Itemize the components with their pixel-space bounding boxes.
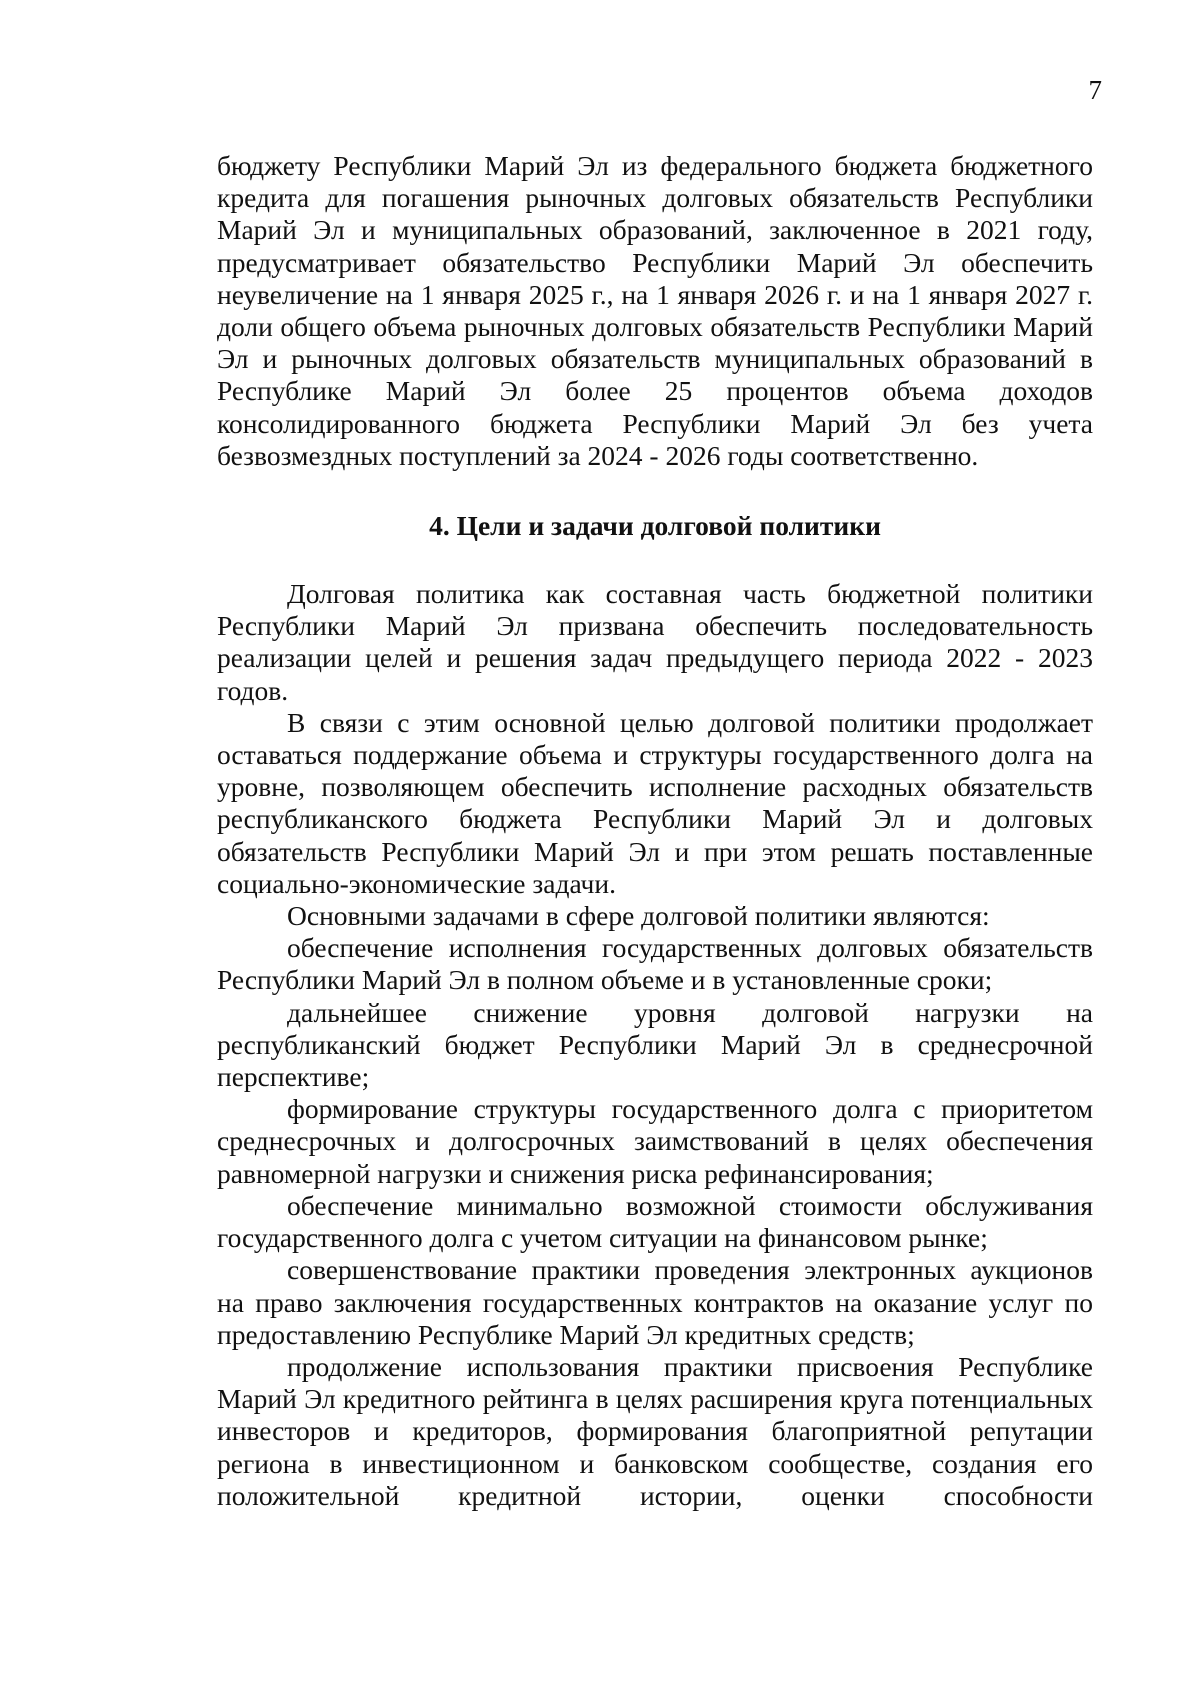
section-heading: 4. Цели и задачи долговой политики bbox=[429, 510, 881, 542]
task-item-6: продолжение использования практики присвоения Республике Марий Эл кредитного рейтинга в целях расширения круга потенциальных инвесторов и кредиторов, формирования благоприятной репутации региона в инвестиционном и банковском сообществе, создания его положительной кредитной истории, оценки способности bbox=[217, 1350, 1093, 1511]
task-item-5: совершенствование практики проведения электронных аукционов на право заключения государственных контрактов на оказание услуг по предоставлению Республике Марий Эл кредитных средств; bbox=[217, 1254, 1093, 1350]
section-paragraph-1: Долговая политика как составная часть бюджетной политики Республики Марий Эл призвана обеспечить последовательность реализации целей и решения задач предыдущего периода 2022 - 2023 годов. bbox=[217, 578, 1093, 706]
task-item-3: формирование структуры государственного долга с приоритетом среднесрочных и долгосрочных заимствований в целях обеспечения равномерной нагрузки и снижения риска рефинансирования; bbox=[217, 1093, 1093, 1189]
task-item-2: дальнейшее снижение уровня долговой нагрузки на республиканский бюджет Республики Марий Эл в среднесрочной перспективе; bbox=[217, 996, 1093, 1093]
task-item-1: обеспечение исполнения государственных долговых обязательств Республики Марий Эл в полном объеме и в установленные сроки; bbox=[217, 932, 1093, 996]
section-paragraph-2: В связи с этим основной целью долговой политики продолжает оставаться поддержание объема и структуры государственного долга на уровне, позволяющем обеспечить исполнение расходных обязательств республиканского бюджета Республики Марий Эл и долговых обязательств Республики Марий Эл и при этом решать поставленные социально-экономические задачи. bbox=[217, 706, 1093, 899]
page-body bbox=[217, 150, 1093, 1512]
page-number: 7 bbox=[1088, 75, 1102, 105]
section-paragraph-3: Основными задачами в сфере долговой политики являются: bbox=[287, 900, 990, 932]
intro-paragraph: бюджету Республики Марий Эл из федерального бюджета бюджетного кредита для погашения рыночных долговых обязательств Республики Марий Эл и муниципальных образований, заключенное в 2021 году, предусматривает обязательство Республики Марий Эл обеспечить неувеличение на 1 января 2025 г., на 1 января 2026 г. и на 1 января 2027 г. доли общего объема рыночных долговых обязательств Республики Марий Эл и рыночных долговых обязательств муниципальных образований в Республике Марий Эл более 25 процентов объема доходов консолидированного бюджета Республики Марий Эл без учета безвозмездных поступлений за 2024 - 2026 годы соответственно. bbox=[217, 150, 1093, 471]
task-item-4: обеспечение минимально возможной стоимости обслуживания государственного долга с учетом ситуации на финансовом рынке; bbox=[217, 1189, 1093, 1254]
